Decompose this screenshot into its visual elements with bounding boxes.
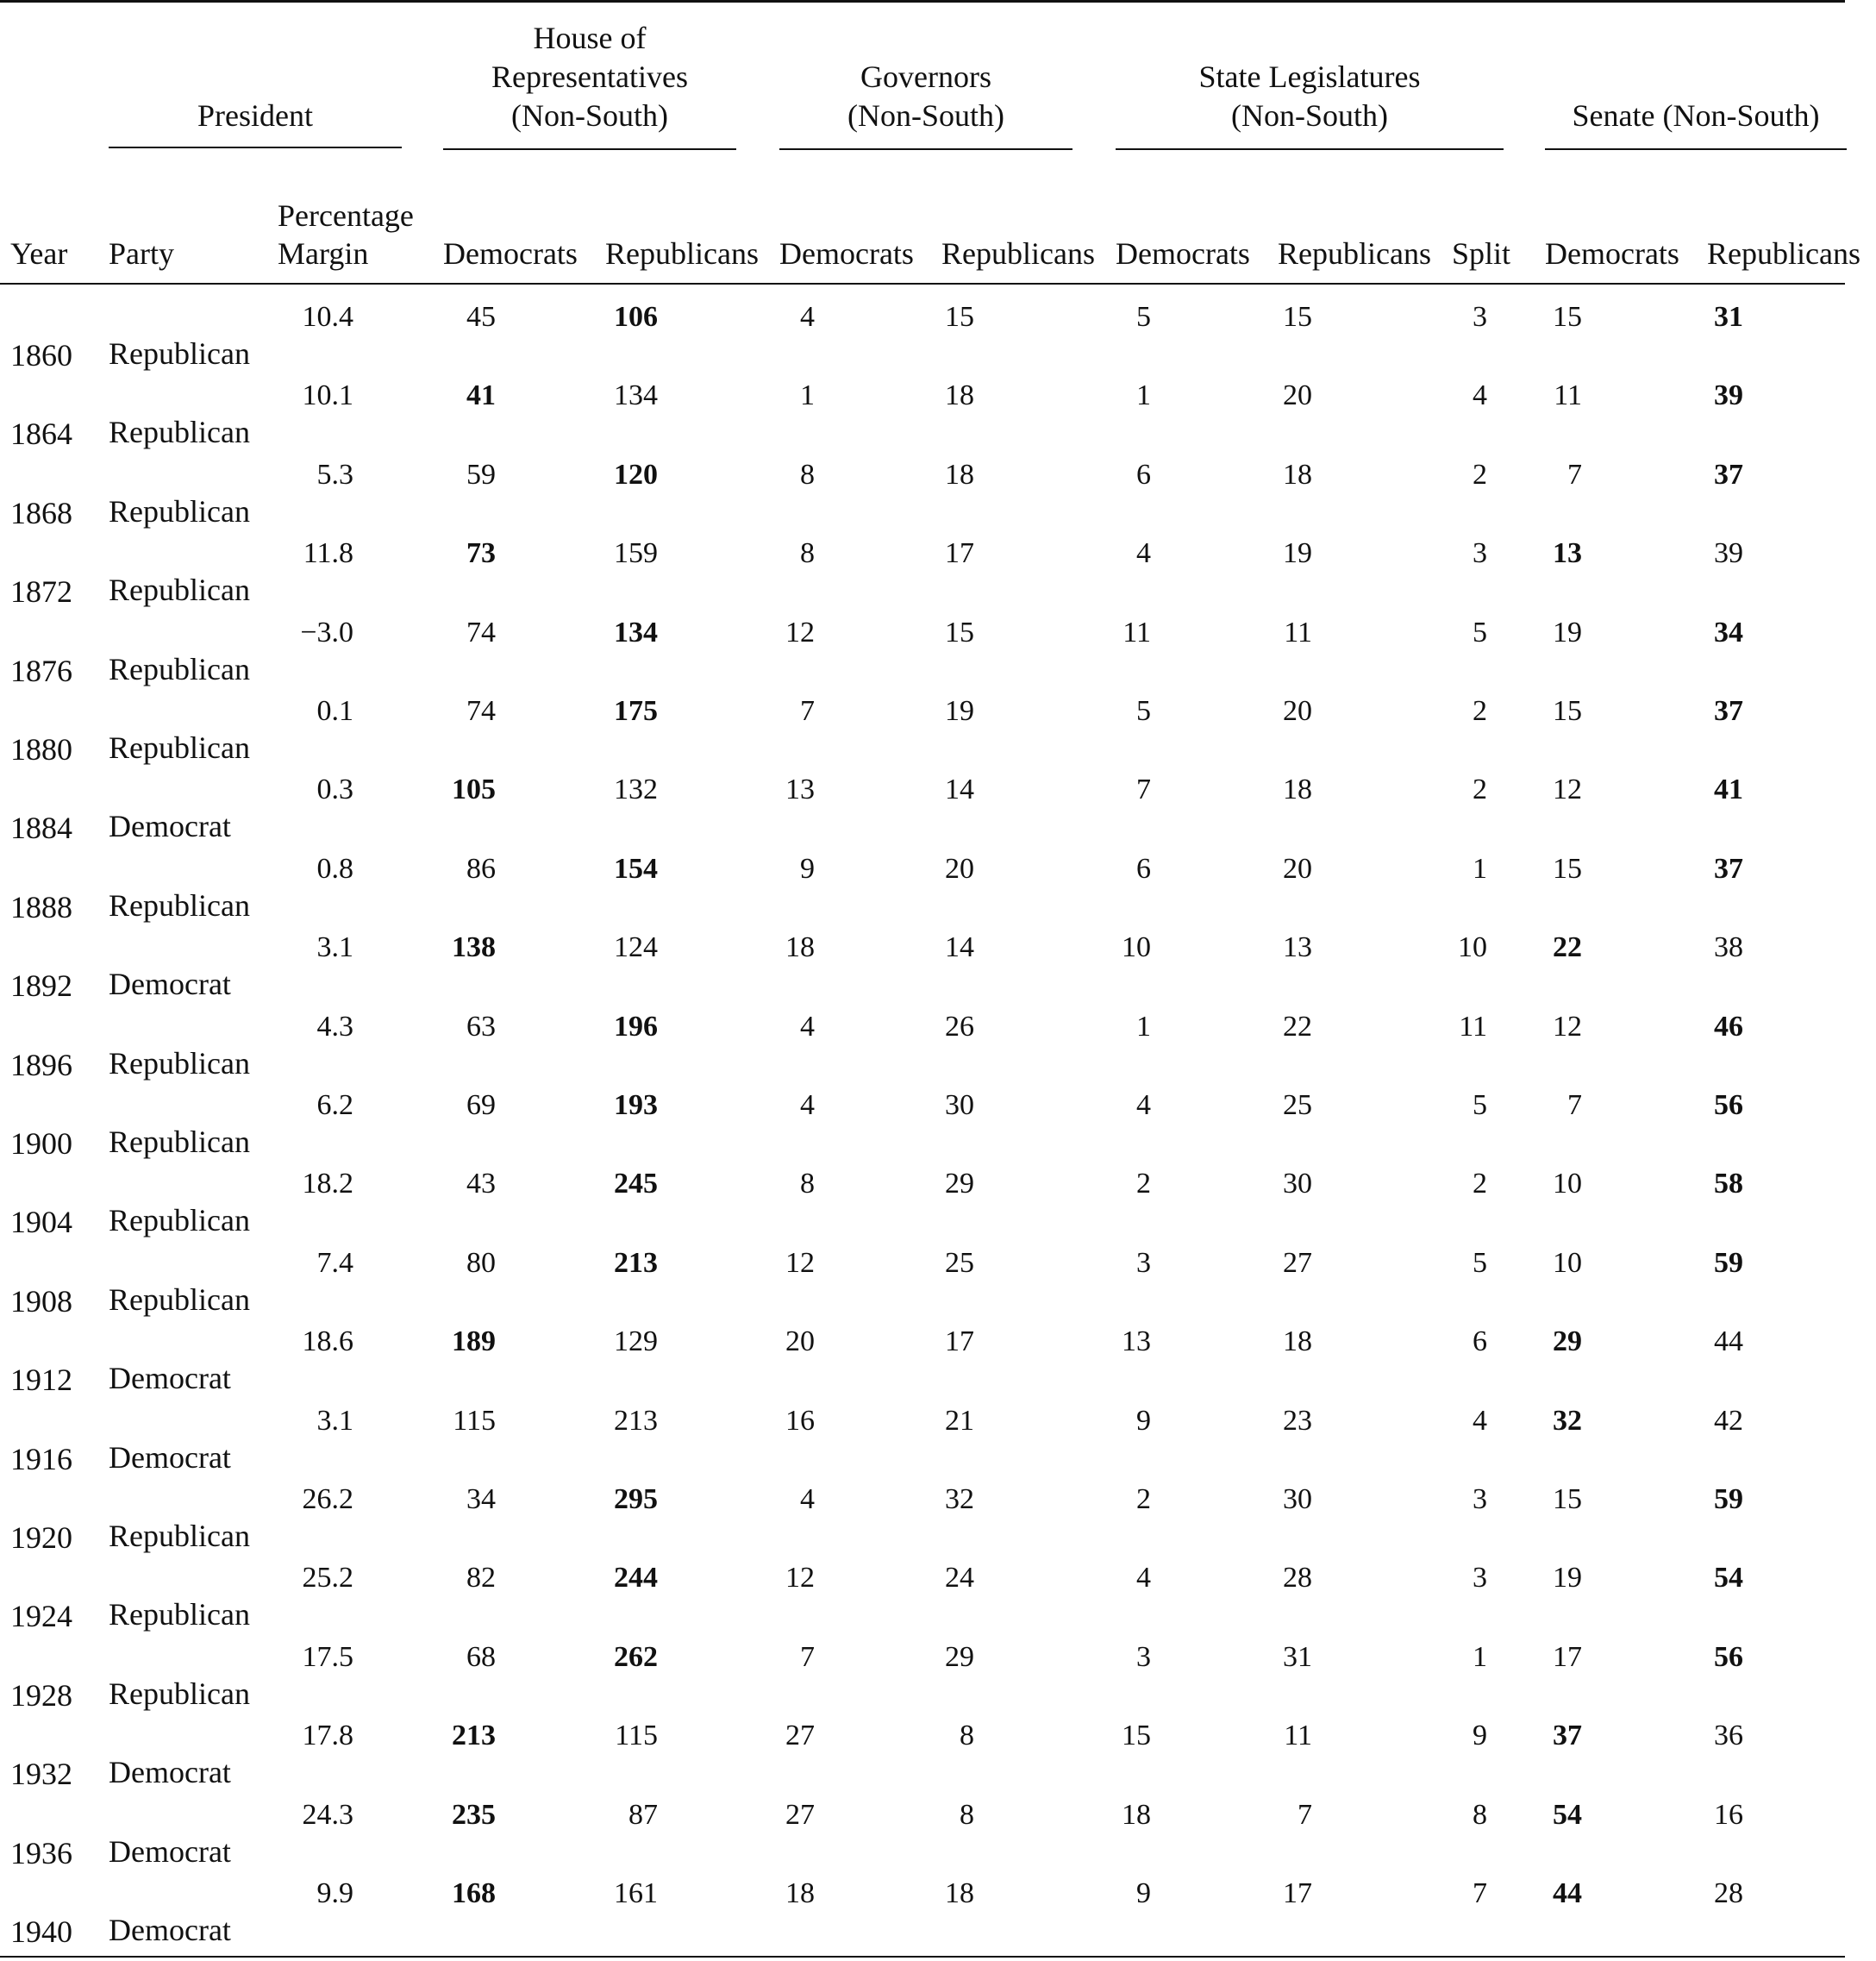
row-cell-sr: 37 <box>1714 695 1743 727</box>
row-cell-hd: 63 <box>466 1010 496 1043</box>
row-year: 1864 <box>10 417 72 452</box>
row-cell-gr: 18 <box>945 1877 974 1909</box>
row-cell-hr: 159 <box>614 537 658 570</box>
margin-line-1: Percentage <box>278 198 414 233</box>
row-cell-gd: 8 <box>800 1168 815 1200</box>
row-cell-sr: 44 <box>1714 1325 1743 1358</box>
row-year: 1860 <box>10 338 72 373</box>
row-cell-gr: 15 <box>945 301 974 333</box>
row-cell-lr: 18 <box>1283 1325 1312 1358</box>
row-cell-gr: 14 <box>945 774 974 806</box>
row-cell-hd: 41 <box>466 379 496 412</box>
row-cell-hd: 45 <box>466 301 496 333</box>
row-cell-lr: 20 <box>1283 852 1312 885</box>
row-cell-gr: 14 <box>945 931 974 964</box>
row-cell-sr: 54 <box>1714 1562 1743 1594</box>
row-cell-ld: 2 <box>1136 1483 1151 1515</box>
row-cell-ls: 3 <box>1473 301 1487 333</box>
row-cell-sr: 56 <box>1714 1640 1743 1673</box>
row-cell-hd: 69 <box>466 1089 496 1121</box>
row-cell-sr: 41 <box>1714 774 1743 806</box>
row-year: 1884 <box>10 811 72 846</box>
row-cell-gd: 12 <box>785 616 815 648</box>
row-cell-margin: 0.8 <box>316 852 353 885</box>
row-cell-margin: 3.1 <box>316 931 353 964</box>
header-rule <box>0 283 1845 285</box>
col-header-margin <box>278 197 414 273</box>
row-cell-gr: 25 <box>945 1246 974 1279</box>
row-cell-sr: 31 <box>1714 301 1743 333</box>
row-party: Democrat <box>109 809 231 844</box>
row-cell-hr: 132 <box>614 774 658 806</box>
row-cell-hr: 134 <box>614 616 658 648</box>
row-cell-hd: 168 <box>452 1877 496 1909</box>
row-cell-sr: 36 <box>1714 1720 1743 1752</box>
governors-underline <box>779 148 1072 150</box>
house-line-2: Representatives <box>491 60 688 94</box>
row-cell-margin: 24.3 <box>302 1798 353 1831</box>
row-cell-hr: 154 <box>614 852 658 885</box>
row-cell-gd: 20 <box>785 1325 815 1358</box>
row-year: 1924 <box>10 1599 72 1634</box>
group-header-governors <box>779 58 1072 135</box>
row-cell-margin: 7.4 <box>316 1246 353 1279</box>
row-cell-ls: 6 <box>1473 1325 1487 1358</box>
row-cell-sd: 22 <box>1553 931 1582 964</box>
row-cell-hd: 73 <box>466 537 496 570</box>
row-cell-lr: 23 <box>1283 1404 1312 1437</box>
row-cell-sr: 56 <box>1714 1089 1743 1121</box>
row-cell-sd: 19 <box>1553 616 1582 648</box>
row-cell-ls: 4 <box>1473 1404 1487 1437</box>
row-cell-gd: 9 <box>800 852 815 885</box>
row-cell-margin: 25.2 <box>302 1562 353 1594</box>
row-year: 1876 <box>10 653 72 688</box>
row-year: 1888 <box>10 889 72 924</box>
row-cell-gd: 18 <box>785 1877 815 1909</box>
row-party: Democrat <box>109 1913 231 1947</box>
col-header-gov-democrats: Democrats <box>779 236 914 271</box>
row-cell-ls: 3 <box>1473 1483 1487 1515</box>
row-cell-gd: 12 <box>785 1246 815 1279</box>
row-cell-hr: 262 <box>614 1640 658 1673</box>
row-cell-ls: 2 <box>1473 1168 1487 1200</box>
row-cell-sd: 13 <box>1553 537 1582 570</box>
governors-line-1: Governors <box>860 60 991 94</box>
row-cell-gd: 16 <box>785 1404 815 1437</box>
group-header-house <box>443 19 736 135</box>
row-cell-ls: 5 <box>1473 1089 1487 1121</box>
row-cell-sd: 19 <box>1553 1562 1582 1594</box>
row-cell-ls: 3 <box>1473 537 1487 570</box>
row-cell-hd: 86 <box>466 852 496 885</box>
row-cell-sr: 46 <box>1714 1010 1743 1043</box>
row-year: 1900 <box>10 1126 72 1161</box>
row-year: 1920 <box>10 1520 72 1555</box>
row-party: Republican <box>109 1125 250 1159</box>
row-cell-gd: 8 <box>800 537 815 570</box>
row-cell-ld: 1 <box>1136 379 1151 412</box>
row-cell-ls: 7 <box>1473 1877 1487 1909</box>
row-year: 1880 <box>10 732 72 767</box>
row-cell-sd: 54 <box>1553 1798 1582 1831</box>
row-cell-ls: 11 <box>1459 1010 1487 1043</box>
row-cell-gr: 18 <box>945 458 974 491</box>
row-party: Republican <box>109 415 250 450</box>
row-cell-gd: 4 <box>800 1089 815 1121</box>
row-cell-sr: 38 <box>1714 931 1743 964</box>
row-cell-sd: 15 <box>1553 301 1582 333</box>
row-cell-margin: 11.8 <box>303 537 353 570</box>
row-cell-gr: 15 <box>945 616 974 648</box>
col-header-leg-democrats: Democrats <box>1116 236 1250 271</box>
row-cell-sr: 37 <box>1714 458 1743 491</box>
row-cell-ld: 15 <box>1122 1720 1151 1752</box>
row-cell-sd: 7 <box>1567 458 1582 491</box>
row-cell-sd: 10 <box>1553 1246 1582 1279</box>
row-cell-hd: 80 <box>466 1246 496 1279</box>
row-cell-ld: 9 <box>1136 1877 1151 1909</box>
row-cell-ld: 9 <box>1136 1404 1151 1437</box>
house-line-3: (Non-South) <box>511 98 668 133</box>
group-header-senate: Senate (Non-South) <box>1572 98 1820 133</box>
row-cell-sd: 10 <box>1553 1168 1582 1200</box>
row-cell-ld: 3 <box>1136 1246 1151 1279</box>
row-cell-gd: 1 <box>800 379 815 412</box>
col-header-leg-split: Split <box>1452 236 1511 271</box>
row-cell-gd: 4 <box>800 1483 815 1515</box>
house-underline <box>443 148 736 150</box>
col-header-leg-republicans: Republicans <box>1278 236 1431 271</box>
row-party: Republican <box>109 1045 250 1081</box>
row-year: 1896 <box>10 1047 72 1082</box>
row-cell-sr: 59 <box>1714 1483 1743 1515</box>
row-cell-gr: 8 <box>960 1798 974 1831</box>
row-year: 1916 <box>10 1441 72 1476</box>
row-cell-ld: 5 <box>1136 301 1151 333</box>
governors-line-2: (Non-South) <box>847 98 1004 133</box>
row-cell-lr: 31 <box>1283 1640 1312 1673</box>
table-top-rule <box>0 0 1845 3</box>
row-cell-sr: 59 <box>1714 1246 1743 1279</box>
row-cell-hr: 134 <box>614 379 658 412</box>
table-bottom-rule <box>0 1956 1845 1958</box>
row-cell-ls: 9 <box>1473 1720 1487 1752</box>
row-cell-gr: 21 <box>945 1404 974 1437</box>
row-party: Republican <box>109 1676 250 1711</box>
row-cell-margin: −3.0 <box>300 616 353 648</box>
row-party: Republican <box>109 1597 250 1632</box>
row-party: Republican <box>109 730 250 765</box>
row-cell-ld: 2 <box>1136 1168 1151 1200</box>
row-year: 1932 <box>10 1757 72 1792</box>
row-cell-hd: 34 <box>466 1483 496 1515</box>
row-cell-margin: 10.1 <box>302 379 353 412</box>
row-cell-sr: 39 <box>1714 379 1743 412</box>
row-cell-gd: 8 <box>800 458 815 491</box>
row-cell-sd: 29 <box>1553 1325 1582 1358</box>
row-cell-ls: 1 <box>1473 852 1487 885</box>
row-cell-lr: 17 <box>1283 1877 1312 1909</box>
row-year: 1940 <box>10 1914 72 1949</box>
row-cell-sd: 37 <box>1553 1720 1582 1752</box>
row-cell-margin: 17.8 <box>302 1720 353 1752</box>
row-cell-lr: 11 <box>1284 616 1312 648</box>
row-cell-gr: 24 <box>945 1562 974 1594</box>
row-cell-ld: 1 <box>1136 1010 1151 1043</box>
row-cell-hr: 129 <box>614 1325 658 1358</box>
row-cell-margin: 4.3 <box>316 1010 353 1043</box>
row-year: 1908 <box>10 1283 72 1319</box>
row-cell-ls: 10 <box>1458 931 1487 964</box>
row-cell-margin: 17.5 <box>302 1640 353 1673</box>
row-cell-sd: 15 <box>1553 695 1582 727</box>
col-header-party: Party <box>109 236 174 271</box>
row-cell-gr: 17 <box>945 1325 974 1358</box>
row-party: Democrat <box>109 1755 231 1790</box>
row-cell-lr: 18 <box>1283 774 1312 806</box>
row-cell-hd: 105 <box>452 774 496 806</box>
row-cell-sd: 12 <box>1553 1010 1582 1043</box>
legislatures-line-1: State Legislatures <box>1198 60 1421 94</box>
row-cell-gd: 27 <box>785 1798 815 1831</box>
row-cell-gr: 29 <box>945 1168 974 1200</box>
row-cell-hd: 59 <box>466 458 496 491</box>
row-cell-ld: 6 <box>1136 458 1151 491</box>
house-line-1: House of <box>533 21 647 55</box>
col-header-year: Year <box>10 236 68 271</box>
row-cell-hr: 295 <box>614 1483 658 1515</box>
row-cell-hr: 245 <box>614 1168 658 1200</box>
row-party: Republican <box>109 336 250 371</box>
row-cell-gr: 26 <box>945 1010 974 1043</box>
row-cell-lr: 19 <box>1283 537 1312 570</box>
row-cell-ls: 5 <box>1473 616 1487 648</box>
row-year: 1912 <box>10 1363 72 1398</box>
legislatures-underline <box>1116 148 1504 150</box>
row-cell-ld: 10 <box>1122 931 1151 964</box>
row-cell-ls: 3 <box>1473 1562 1487 1594</box>
row-party: Democrat <box>109 967 231 1002</box>
row-cell-gr: 29 <box>945 1640 974 1673</box>
col-header-gov-republicans: Republicans <box>941 236 1095 271</box>
row-cell-sr: 39 <box>1714 537 1743 570</box>
col-header-sen-republicans: Republicans <box>1707 236 1860 271</box>
row-year: 1892 <box>10 968 72 1004</box>
row-cell-sr: 28 <box>1714 1877 1743 1909</box>
row-cell-sd: 12 <box>1553 774 1582 806</box>
row-cell-lr: 15 <box>1283 301 1312 333</box>
row-cell-ls: 1 <box>1473 1640 1487 1673</box>
row-cell-ls: 5 <box>1473 1246 1487 1279</box>
row-cell-ld: 7 <box>1136 774 1151 806</box>
row-party: Republican <box>109 493 250 529</box>
row-party: Republican <box>109 651 250 686</box>
row-cell-gr: 32 <box>945 1483 974 1515</box>
col-header-sen-democrats: Democrats <box>1545 236 1679 271</box>
row-cell-hd: 213 <box>452 1720 496 1752</box>
row-cell-gr: 19 <box>945 695 974 727</box>
row-year: 1904 <box>10 1205 72 1240</box>
row-cell-hd: 82 <box>466 1562 496 1594</box>
row-year: 1868 <box>10 495 72 530</box>
row-cell-gd: 13 <box>785 774 815 806</box>
margin-line-2: Margin <box>278 236 369 271</box>
row-cell-lr: 22 <box>1283 1010 1312 1043</box>
row-cell-lr: 18 <box>1283 458 1312 491</box>
row-cell-ld: 11 <box>1122 616 1151 648</box>
row-cell-sr: 16 <box>1714 1798 1743 1831</box>
row-cell-margin: 5.3 <box>316 458 353 491</box>
row-cell-lr: 20 <box>1283 695 1312 727</box>
row-cell-gd: 12 <box>785 1562 815 1594</box>
row-cell-lr: 25 <box>1283 1089 1312 1121</box>
row-cell-hd: 43 <box>466 1168 496 1200</box>
row-cell-hr: 106 <box>614 301 658 333</box>
row-cell-lr: 27 <box>1283 1246 1312 1279</box>
group-header-legislatures <box>1116 58 1504 135</box>
row-cell-ls: 2 <box>1473 458 1487 491</box>
row-cell-ld: 4 <box>1136 1562 1151 1594</box>
row-party: Republican <box>109 1519 250 1553</box>
row-cell-gd: 4 <box>800 1010 815 1043</box>
row-party: Democrat <box>109 1833 231 1869</box>
row-cell-lr: 30 <box>1283 1168 1312 1200</box>
row-year: 1872 <box>10 574 72 610</box>
row-cell-sr: 42 <box>1714 1404 1743 1437</box>
row-cell-sd: 44 <box>1553 1877 1582 1909</box>
row-party: Republican <box>109 1203 250 1238</box>
row-cell-hr: 196 <box>614 1010 658 1043</box>
row-cell-margin: 26.2 <box>302 1483 353 1515</box>
row-cell-sr: 37 <box>1714 852 1743 885</box>
row-cell-margin: 3.1 <box>316 1404 353 1437</box>
row-cell-ld: 4 <box>1136 1089 1151 1121</box>
row-party: Republican <box>109 887 250 923</box>
row-cell-lr: 11 <box>1284 1720 1312 1752</box>
row-cell-hd: 189 <box>452 1325 496 1358</box>
row-cell-lr: 7 <box>1298 1798 1312 1831</box>
row-cell-lr: 28 <box>1283 1562 1312 1594</box>
row-cell-sd: 7 <box>1567 1089 1582 1121</box>
row-cell-ld: 13 <box>1122 1325 1151 1358</box>
row-cell-hd: 74 <box>466 695 496 727</box>
row-cell-sd: 17 <box>1553 1640 1582 1673</box>
row-cell-ls: 8 <box>1473 1798 1487 1831</box>
row-cell-hd: 235 <box>452 1798 496 1831</box>
row-year: 1936 <box>10 1835 72 1870</box>
row-cell-hr: 213 <box>614 1246 658 1279</box>
row-cell-hr: 161 <box>614 1877 658 1909</box>
row-cell-hr: 115 <box>615 1720 658 1752</box>
row-party: Republican <box>109 573 250 608</box>
row-cell-sr: 58 <box>1714 1168 1743 1200</box>
row-year: 1928 <box>10 1677 72 1713</box>
row-cell-gr: 17 <box>945 537 974 570</box>
col-header-house-democrats: Democrats <box>443 236 578 271</box>
row-cell-ld: 3 <box>1136 1640 1151 1673</box>
row-cell-margin: 18.2 <box>302 1168 353 1200</box>
group-header-president: President <box>197 98 313 133</box>
row-cell-hd: 115 <box>453 1404 496 1437</box>
row-cell-gr: 18 <box>945 379 974 412</box>
row-cell-ls: 2 <box>1473 695 1487 727</box>
row-cell-gr: 8 <box>960 1720 974 1752</box>
row-cell-ld: 5 <box>1136 695 1151 727</box>
row-cell-ls: 2 <box>1473 774 1487 806</box>
row-cell-gr: 20 <box>945 852 974 885</box>
senate-underline <box>1545 148 1847 150</box>
row-cell-hd: 74 <box>466 616 496 648</box>
row-cell-gd: 7 <box>800 695 815 727</box>
row-cell-hr: 213 <box>614 1404 658 1437</box>
row-cell-margin: 0.3 <box>316 774 353 806</box>
row-cell-gd: 27 <box>785 1720 815 1752</box>
row-cell-hr: 175 <box>614 695 658 727</box>
row-cell-hr: 193 <box>614 1089 658 1121</box>
row-party: Democrat <box>109 1439 231 1475</box>
row-party: Democrat <box>109 1361 231 1396</box>
row-cell-gr: 30 <box>945 1089 974 1121</box>
row-cell-margin: 0.1 <box>316 695 353 727</box>
president-underline <box>109 147 402 148</box>
row-cell-ld: 18 <box>1122 1798 1151 1831</box>
row-cell-ld: 6 <box>1136 852 1151 885</box>
row-party: Republican <box>109 1281 250 1317</box>
row-cell-gd: 18 <box>785 931 815 964</box>
row-cell-hr: 124 <box>614 931 658 964</box>
row-cell-hd: 138 <box>452 931 496 964</box>
row-cell-hr: 244 <box>614 1562 658 1594</box>
row-cell-hr: 87 <box>628 1798 658 1831</box>
row-cell-lr: 13 <box>1283 931 1312 964</box>
row-cell-hd: 68 <box>466 1640 496 1673</box>
row-cell-hr: 120 <box>614 458 658 491</box>
row-cell-gd: 7 <box>800 1640 815 1673</box>
row-cell-lr: 20 <box>1283 379 1312 412</box>
row-cell-sd: 15 <box>1553 1483 1582 1515</box>
row-cell-margin: 18.6 <box>302 1325 353 1358</box>
row-cell-sd: 32 <box>1553 1404 1582 1437</box>
row-cell-sd: 15 <box>1553 852 1582 885</box>
row-cell-lr: 30 <box>1283 1483 1312 1515</box>
row-cell-sr: 34 <box>1714 616 1743 648</box>
row-cell-sd: 11 <box>1554 379 1582 412</box>
legislatures-line-2: (Non-South) <box>1231 98 1388 133</box>
row-cell-margin: 10.4 <box>302 301 353 333</box>
row-cell-margin: 9.9 <box>316 1877 353 1909</box>
row-cell-ld: 4 <box>1136 537 1151 570</box>
col-header-house-republicans: Republicans <box>605 236 759 271</box>
row-cell-margin: 6.2 <box>316 1089 353 1121</box>
row-cell-gd: 4 <box>800 301 815 333</box>
row-cell-ls: 4 <box>1473 379 1487 412</box>
